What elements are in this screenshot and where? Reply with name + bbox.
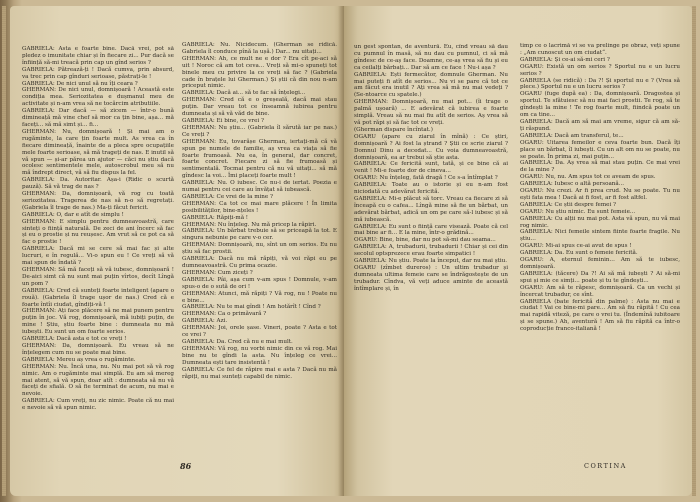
dialogue-line: GABRIELA: Iubesc o altă persoană... (520, 181, 625, 188)
dialogue-line: GABRIELA: Azi. (182, 318, 228, 325)
dialogue-line: GHERMAN: Domnișoară, nu, sînt un om serios. Eu nu știu să fac prostii. (182, 242, 337, 256)
dialogue-line: OGARU: Nu, nu. Am spus tot ce aveam de spus. (520, 174, 656, 181)
right-page-column-2 (520, 43, 680, 473)
dialogue-line: GABRIELA: Pătrează-ți ! Dacă cumva, prin absurd, va trec prin cap gînduri serioase, păstrați-le ! (22, 66, 174, 80)
dialogue-line: GABRIELA: Da. Aș vrea să mai stau puțin. Ce mai vrei de la mine ? (520, 160, 680, 174)
dialogue-line: GABRIELA: A, trubadurii, trubadurii ! Chiar și cei din secolul optsprezece erau foarte simpatici ! (354, 244, 508, 258)
dialogue-line: OGARU: Nu știu nimic. Eu sunt femeie... (520, 208, 636, 215)
dialogue-line: GHERMAN: Da, domnișoară. Eu vreau să ne înțelegem cum nu se poate mai bine. (22, 342, 174, 356)
dialogue-line: GHERMAN: Nu. Încă una, nu. Nu mai pot să vă rog nimic. Am o rugăminte mai simplă. Eu am să mereg mai atent, să vă spun, doar atît : dumneata să nu vă faceți de sfială. O să fie terminat de acum, nu mai e nevoie. (22, 363, 174, 398)
dialogue-line: OGARU (fuge după ea) : Da, domnișoară. Dragostea și sportul. Te sfătuiesc să nu mai faci prostii. Te rog, să te gîndești la mine ! Te rog foarte mult, fiindcă poate un om ca tine... (520, 91, 680, 119)
dialogue-line: GHERMAN: Vă rog, nu vorbi nimic din ce vă rog. Mai bine nu te gîndi la asta. Nu înțeleg ce vrei... Dumneata ești tare insistentă ! (182, 345, 337, 366)
dialogue-line: GABRIELA: Nici femeile sintem fiinte foarte fragile. Nu știu... (520, 229, 680, 243)
dialogue-line: GHERMAN: De nici unul, domnișoară ! Această este condiția mea. Seriozitatea e dușmanul meu de activitate și n-am vrea să ne tocărcim atributiile. (22, 87, 174, 108)
dialogue-line: GABRIELA: Eu sunt o ființă care visează. Poate că cel mai bine ar fi... E la mine, într-o grădină... (354, 223, 508, 237)
dialogue-line: GABRIELA: Asta e foarte bine. Dacă vrei, pot să pledez o imunitate chiar și în fiecare zi... Pur dacă se înființă să-mi treacă prin cap un gînd serios ? (22, 46, 174, 66)
dialogue-line: GABRIELA: Ei bine, ce vrei ? (182, 117, 264, 124)
dialogue-line: GABRIELA: Ce fel de răpire mai e asta ? Dacă nu mă răpiți, nu mai sunteți capabil de nimic. (182, 366, 337, 380)
right-page (344, 6, 692, 496)
dialogue-line: GHERMAN: Nu, domnișoară ! Și mai am o rugăminte, la care țin foarte mult. As vrea ca în fiecare dimineață, înainte de a pleca spre ocupațiile mele foarte serioase, să mă trageți de nas. E inutil să vă spun — și-ar părea un ajutor — căci nu știu dacă ocolesc sentimentele mele, autoscrobul meu să nu mă îndrept direct, vă să fiu dispus la fel. (22, 128, 174, 177)
dialogue-line: GABRIELA: Da. Eu sunt o femeie fericită. (520, 250, 638, 257)
dialogue-line: GABRIELA: Și ce-ai să-mi ceri ? (520, 56, 610, 63)
dialogue-line: GHERMAN: Cred că e o greșeală, dacă mai stau puțin. Dar vreau tot ce înseamnă iubirea pentru dumneata și să vă văd de bine. (182, 97, 337, 118)
left-page (10, 6, 344, 496)
dialogue-line: OGARU: Bine, bine, dar nu pot să-mi dau seama... (354, 237, 496, 244)
dialogue-line: OGARU: Există un om serios ? Sportul nu e un lucru serios ? (520, 63, 680, 77)
dialogue-line: GABRIELA: De nici unul să nu îți ceara ? (22, 80, 138, 87)
dialogue-line: GABRIELA: Dacă nu mă răpiți, vă voi răpi eu pe dumneavoastră. Cu prima ocazie. (182, 256, 337, 269)
dialogue-line: GABRIELA: Dacă asta e tot ce vreți ! (22, 336, 127, 343)
dialogue-line: OGARU: Nu înțeleg, fată dragă ! Ce s-a întîmplat ? (354, 175, 498, 182)
dialogue-line: GHERMAN: Nu înțeleg. Nu mă pricep la răpiri. (182, 221, 317, 228)
dialogue-line: GABRIELA: Da. Cred că nu e mai mult. (182, 338, 293, 345)
dialogue-line: GHERMAN: Ah, ce mult ne e dor ? Era cît pe-aci să uit ! Noroc că am tot ceva... Vreți să mi-o spuneți tot binele meu cu privire la ce vreți să fac ? (Gabriela cade în brațele lui Gherman.) Și știi că din nou n-am priceput nimic. (182, 55, 337, 90)
dialogue-line: GHERMAN: Joi, orele șase. Vineri, poate ? Asta e tot ce vrei ? (182, 325, 337, 339)
left-page-edge (2, 6, 6, 496)
dialogue-line: GABRIELA: Dacă am transferul, te... (520, 132, 624, 139)
dialogue-line: GABRIELA: Cred că sunteți foarte inteligent (apare o rouă). (Gabriela îl trage ușor de nas.) Cred că e foarte întîi ciudat, gîndiți-vă ! (22, 287, 174, 308)
dialogue-line: GABRIELA: Răpiți-mă ! (182, 214, 249, 221)
dialogue-line: GABRIELA: Ești fermecător, domnule Gherman. Nu mai puteți fi atît de serios... Nu vi se pare că tot ce am făcut era inutil ? Ați vrea să mă nu mai vedeți ? (Se-ntoarce cu spatele.) (354, 71, 508, 99)
dialogue-line: GABRIELA: Dacă ai... să te fac să înțelegi... (182, 90, 306, 97)
dialogue-line: GABRIELA: Dar dacă — să zicem — într-o bună dimineață mă vine chef să mor ca țin bine, așa... mă faceți... să mă simt și... fi... (22, 108, 174, 128)
dialogue-line: (Gherman dispare încîntat.) (354, 126, 433, 133)
dialogue-line: GABRIELA: Dacă mi se cere să mai fac și alte lucruri, e în regulă... Vi-o spun eu ! Ce vreți să vă mai spun de îndată ? (22, 246, 174, 267)
dialogue-line: GABRIELA: Mereu aș vrea o rugăminte. (22, 356, 136, 363)
dialogue-line: GABRIELA: O, dar e atît de simplu ! (22, 211, 124, 218)
dialogue-line: GABRIELA: Ce fericită sunt, tată, și ce bine că ai venit ! Mi-e foarte dor de cineva... (354, 161, 508, 175)
dialogue-line: OGARU: A, eternul feminin... Am să te iubesc, domnișoară. (520, 257, 680, 270)
dialogue-line: GABRIELA: Dacă am să mai am vreme, sigur că am să-ți răspund. (520, 118, 680, 132)
dialogue-line: OGARU: Nu crezi. Ar fi prea crud. Nu se poate. Tu nu ești fata mea ! Dacă ai fi fost, ar fi fost altfel. (520, 188, 680, 201)
dialogue-line: GHERMAN: Nu știu... (Gabriela îl sărută iar pe nas.) Ce vreți ? (182, 124, 337, 138)
dialogue-line: GABRIELA (bate fericită din palme) : Asta nu mai e ciudat ! Vai ce bine-mi pare... Am să fiu răpită ! Cu cea mai rapidă viteză, pe care o vrei tu. (Îndemînă iubitoare și se spune.) Ah, aventură ! Am să fiu răpită ca într-o coproducție franco-italiană ! (520, 298, 680, 333)
page-number: 86 (180, 461, 192, 471)
dialogue-line: GABRIELA: Ce știi despre femei ? (520, 201, 617, 208)
dialogue-line: GHERMAN: Ca tot ce mai mare plăcere ! În limita posibilităților, bine-nțeles ! (182, 200, 337, 214)
dialogue-line: GABRIELA: Da. Autoritar. Așa-i (Ridic o scurtă pauză). Să vă trag de nas ? (22, 177, 174, 191)
dialogue-line: GHERMAN: Să mă faceți să vă iubesc, domnișoară ! De-aici simt că nu sunt mai puțin vîrtos, decît Lîngă un pom ? (22, 267, 174, 287)
dialogue-line: GHERMAN: Atunci, mă răpiți ? Vă rog, nu ! Poate nu e bine... (182, 290, 337, 304)
dialogue-line: GABRIELA: Toate au o istorie și eu n-am fost niciodată cu adevărat fericită. (354, 182, 508, 196)
dialogue-line: OGARU (apare cu ziarul în mînă) : Ce știri, domnișoară ? Ai fost la ștrand ? Știi ce scrie ziarul ? Domnul Dinu a decedat... Cu voia dumneavoastră, domnișoară, ea ar trebui să știe asta. (354, 133, 508, 161)
dialogue-line: OGARU: Am să te răpesc, domnișoară. Ca un vechi și încercat trubadur, ce sînt. (520, 284, 680, 298)
dialogue-line: GABRIELA: Mi-e plăcut să torc. Vreau ca fiecare zi să înceapă cu o cafea... Lîngă mine să fie un bărbat, un adevărat bărbat, adică un om pe care să-l iubesc și să mă iubească. (354, 195, 508, 223)
dialogue-line: GABRIELA: Nu te mai gîndi ! Am hotărît ! Cînd ? (182, 304, 321, 311)
left-page-column-2 (182, 42, 337, 472)
dialogue-line: GABRIELA: Nu. Nicidecum. (Gherman se ridică. Gabriela îl conduce pînă la ușă.) Dar... nu uitați... (182, 42, 337, 55)
dialogue-line: GABRIELA: Un bărbat trebuie să se priceapă la tot. E singura nebunie pe care v-o cer. (182, 228, 337, 242)
dialogue-line: GHERMAN: Da, domnișoară, vă rog cu toată seriozitatea. Tragerea de nas să n-o să regretați. (Gabriela îl trage de nas.) Ma-ți făcut fericit. (22, 191, 174, 211)
dialogue-line: GHERMAN: Ați face plăcere să ne mai punem pentru puțin în joc. Vă rog, domnișoară, mă iubiți puțin, de mine ! Știu, știu foarte bine : dumneata nu mă iubești. Eu sunt un om foarte serios. (22, 308, 174, 336)
dialogue-line: GABRIELA: Nu. O iubesc. Ce nu-i de iertat. Poezia e numai pentru cei care au învățat să iubească. (182, 180, 337, 194)
dialogue-line: OGARU (zîmbet dureros) : Un ultim trubadur și dumneata ultima femeie care se îndrăgostește de un trubadur. Cîndva, vă veți aduce aminte de această întîmplare și, în (354, 265, 508, 292)
dialogue-line: timp ce o lacrimă vi se va prelinge pe obraz, veți spune : „Am cunoscut un om ciudat“. (520, 43, 680, 56)
left-page-column-1 (22, 46, 174, 476)
curtain-end-label: CORTINA (584, 462, 627, 470)
dialogue-line: OGARU: Mi-ai spus ce-ai avut de spus ! (520, 243, 632, 250)
dialogue-line: GABRIELA: Ce vrei de la mine ? (182, 193, 273, 200)
dialogue-line: OGARU: Uitarea femeilor e ceva foarte bun. Dacă îți place un bărbat, îl iubești. Cu un alt om nu se poate, nu se poate. În prima zi, mai puțin... (520, 139, 680, 160)
dialogue-line: GABRIELA: Cum vreți, nu zic nimic. Poate că nu mai e nevoie să vă spun nimic. (22, 398, 174, 412)
dialogue-line: GHERMAN: Cum ziceți ? (182, 269, 253, 276)
dialogue-line: un gest spontan, de aventură. Eu, cînd vreau să dau cu pumnul în masă, să nu dau cu pumnul, ci să mă gîndesc de ce-aș face. Doamne, ce-aș vrea să fiu și eu ca ceilalți bărbați... Dar să am ce face ! Nu-i așa ? (354, 44, 508, 71)
right-page-edge (692, 6, 696, 496)
dialogue-line: GHERMAN: Domnișoară, nu mai pot... (îi trage o palmă ușoară) ... E adevărat că iubirea e foarte simplă. Vreau să nu mai fiu atît de serios. Aș vrea să vă pot răpi și să fac tot ce vreți. (354, 99, 508, 126)
dialogue-line: GHERMAN: Eu, tovarășe Gherman, iertați-mă că vă spun pe numele de familie, aș vrea ca viața să fie foarte frumoasă. Nu ea, în general, dar concret, foarte concret. Fiecare zi să fie frumoasă și sentimentală. Tocmai pentru că nu vă uitați... să mă gîndesc la voi... Îmi placeți foarte mult ! (182, 138, 337, 180)
dialogue-line: GABRIELA (se ridică) : Da ?! Și sportul nu e ? (Vrea să plece.) Sportul nu e un lucru serios ? (520, 77, 680, 91)
right-page-column-1 (354, 44, 508, 474)
dialogue-line: GABRIELA: (tăcere) Da ?! Ai să mă iubești ? Ai să-mi spui și mie ce simți... poate și tu te gîndești... (520, 270, 680, 284)
dialogue-line: GABRIELA: Cu alții nu mai pot. Asta vă spun, nu vă mai rog nimic. (520, 215, 680, 229)
dialogue-line: GHERMAN: E simplu pentru dumneavoastră, care sinteți o ființă naturală. De zeci de ani încerc să fac și eu o prostie și nu reușesc. Am vrut să ce pot ca să fac o prostie ! (22, 218, 174, 246)
dialogue-line: GABRIELA: Nu știu. Poate la început, dar nu mai știu. (354, 258, 508, 265)
dialogue-line: GABRIELA: Pâi, așa cum v-am spus ! Domnule, v-am spus-o de o sută de ori ! (182, 276, 337, 290)
dialogue-line: GHERMAN: Ca o primăvară ? (182, 311, 267, 318)
